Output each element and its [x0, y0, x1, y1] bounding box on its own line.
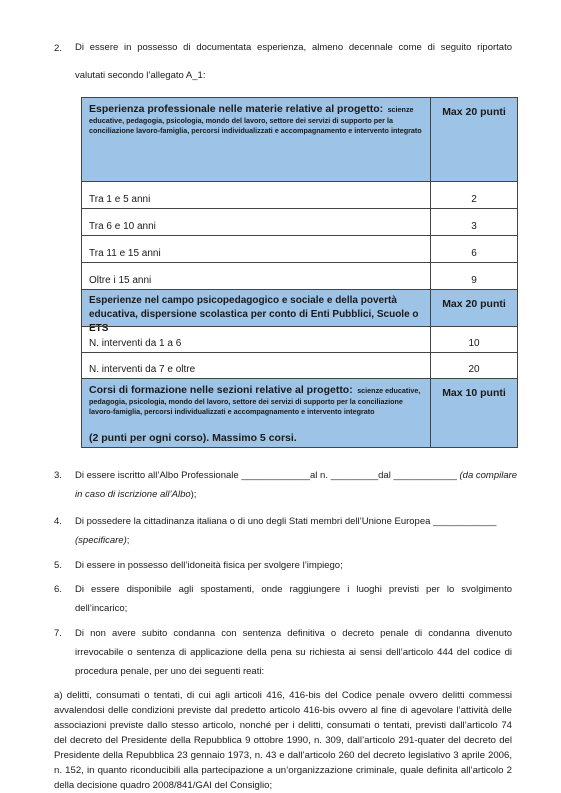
- item-2-line-2: valutati secondo l’allegato A_1:: [75, 70, 206, 81]
- item-6-line-1: Di essere disponibile agli spostamenti, onde raggiungere i luoghi previsti per lo svolgimento: [75, 584, 512, 595]
- section-2-header-row: [81, 289, 518, 334]
- section-2-header-cell: [82, 290, 431, 334]
- section-3-header-cell: [82, 379, 431, 447]
- row-label: Tra 6 e 10 anni: [89, 221, 156, 232]
- item-4-number: 4.: [54, 516, 62, 527]
- row-label: Tra 11 e 15 anni: [89, 248, 161, 259]
- section-2-title: Esperienze nel campo psicopedagogico e sociale e della povertà educativa, dispersione scolastica per conto di Enti Pubblici, Scuole o ETS: [89, 295, 419, 334]
- table-row: [81, 208, 518, 236]
- section-3-header-row: [81, 378, 518, 448]
- section-1-max: Max 20 punti: [442, 106, 506, 118]
- row-points: 6: [471, 248, 477, 259]
- item-5-number: 5.: [54, 560, 62, 571]
- row-points: 20: [468, 364, 480, 375]
- section-3-max-cell: [431, 379, 517, 447]
- item-3-note: (da compilare: [459, 470, 518, 481]
- item-3-line-2: [75, 489, 196, 500]
- item-3-note-cont: in caso di iscrizione all’Albo: [75, 489, 191, 500]
- section-2-max: Max 20 punti: [442, 298, 506, 310]
- section-1-detail-inline: scienze: [387, 105, 414, 114]
- item-7-line-3: procedura penale, per uno dei seguenti reati:: [75, 666, 265, 677]
- row-points: 9: [471, 275, 477, 286]
- row-points: 2: [471, 194, 477, 205]
- item-2-line-1: Di essere in possesso di documentata esperienza, almeno decennale come di seguito riportato: [75, 42, 512, 53]
- item-6-number: 6.: [54, 584, 62, 595]
- item-5-line-1: Di essere in possesso dell’idoneità fisica per svolgere l’impiego;: [75, 560, 343, 571]
- item-6-line-2: dell’incarico;: [75, 603, 128, 614]
- row-label: N. interventi da 7 e oltre: [89, 364, 196, 375]
- item-3-number: 3.: [54, 470, 62, 481]
- section-3-max: Max 10 punti: [442, 387, 506, 399]
- item-2-number: 2.: [54, 43, 62, 54]
- item-7-number: 7.: [54, 628, 62, 639]
- item-4-note: (specificare): [75, 535, 127, 546]
- paragraph-a: a) delitti, consumati o tentati, di cui agli articoli 416, 416-bis del Codice penale ovvero delitti commessi avvalendosi delle condizioni previste dal predetto articolo 416-bis ovvero al fine di agevolare l’attività delle associazioni previste dallo stesso articolo, nonché per i delitti, consumati o tentati, previsti dall’articolo 74 del decreto del Presidente della Repubblica 9 ottobre 1990, n. 309, dall’articolo 291-quater del decreto del Presidente della Repubblica 23 gennaio 1973, n. 43 e dall’articolo 260 del decreto legislativo 3 aprile 2006, n. 152, in quanto riconducibili alla partecipazione a un’organizzazione criminale, quale definita all’articolo 2 della decisione quadro 2008/841/GAI del Consiglio;: [54, 690, 512, 791]
- section-1-max-cell: [431, 98, 517, 181]
- table-row: [81, 326, 518, 353]
- item-3-end: );: [190, 489, 197, 500]
- section-1-header-row: [81, 97, 518, 182]
- row-points: 10: [468, 338, 480, 349]
- section-3-title: Corsi di formazione nelle sezioni relative al progetto:: [89, 384, 353, 396]
- item-4-line-2: [75, 535, 129, 546]
- row-points: 3: [471, 221, 477, 232]
- item-4-line-1: Di possedere la cittadinanza italiana o di uno degli Stati membri dell’Unione Europea ____________: [75, 516, 497, 527]
- row-label: Oltre i 15 anni: [89, 275, 152, 286]
- table-row: [81, 262, 518, 290]
- item-7-line-2: irrevocabile o sentenza di applicazione della pena su richiesta ai sensi dell’articolo 444 del codice di: [75, 647, 512, 658]
- section-3-detail-inline: scienze educative,: [357, 386, 421, 395]
- table-row: [81, 181, 518, 209]
- item-7-line-1: Di non avere subito condanna con sentenza definitiva o decreto penale di condanna divenuto: [75, 628, 512, 639]
- section-2-max-cell: [431, 290, 517, 326]
- table-row: [81, 235, 518, 263]
- table-row: [81, 352, 518, 379]
- section-1-title: Esperienza professionale nelle materie relative al progetto:: [89, 103, 384, 115]
- section-3-footer: (2 punti per ogni corso). Massimo 5 corsi.: [89, 432, 297, 444]
- item-3-text: Di essere iscritto all’Albo Professionale _____________al n. _________dal ____________: [75, 470, 457, 481]
- row-label: N. interventi da 1 a 6: [89, 338, 182, 349]
- section-1-header-cell: [82, 98, 431, 181]
- section-1-detail: educative, pedagogia, psicologia, mondo del lavoro, settore dei servizi di supporto per la conciliazione lavoro-famiglia, percorsi individualizzati e accompagnamento e intervento integrato: [89, 116, 422, 135]
- row-label: Tra 1 e 5 anni: [89, 194, 151, 205]
- section-3-detail: pedagogia, psicologia, mondo del lavoro, settore dei servizi di supporto per la conciliazione lavoro-famiglia, percorsi individualizzati e accompagnamento e intervento integrato: [89, 397, 403, 416]
- item-3-line-1: [75, 470, 518, 481]
- item-4-end: ;: [126, 535, 130, 546]
